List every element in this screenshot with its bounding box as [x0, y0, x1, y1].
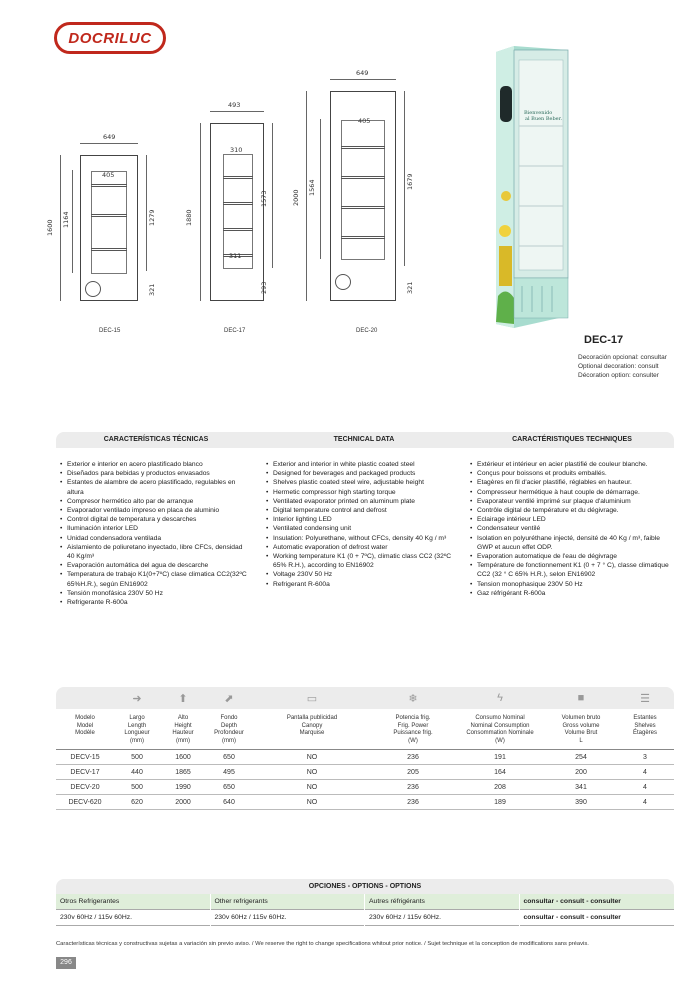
shelves-icon: ☰ — [640, 692, 650, 705]
spec-item: • Shelves plastic coated steel wire, adjustable height — [266, 478, 462, 487]
height-arrow-icon: ⬆ — [178, 692, 188, 705]
specs-header-fr: CARACTÉRISTIQUES TECHNIQUES — [512, 436, 632, 443]
product-note: Decoración opcional: consultar — [578, 354, 667, 361]
table-cell: 650 — [223, 753, 235, 761]
table-cell: 620 — [131, 798, 143, 806]
product-notes — [578, 353, 667, 380]
dec20-base: 321 — [406, 281, 414, 294]
product-note: Décoration option: consulter — [578, 372, 659, 379]
spec-item: • Evaporation automatique de l'eau de dégivrage — [470, 552, 674, 561]
canopy-icon: ▭ — [306, 692, 318, 705]
dec17-base: 293 — [260, 281, 268, 294]
options-cell: Other refrigerants — [211, 894, 366, 910]
depth-arrow-icon: ⬈ — [224, 692, 234, 705]
table-cell: NO — [306, 783, 318, 791]
dec15-height: 1600 — [46, 219, 54, 236]
spec-item: • Compresseur hermétique à haut couple de démarrage. — [470, 488, 674, 497]
dec15-label: DEC-15 — [99, 328, 121, 334]
table-header-cell: Fondo Depth Profondeur (mm) — [214, 715, 244, 744]
dec17-right-height: 1573 — [260, 190, 268, 207]
options-header-row — [56, 894, 674, 910]
table-header-cell: Largo Length Longueur (mm) — [124, 715, 150, 744]
product-photo — [488, 46, 578, 332]
spec-item: • Working temperature K1 (0 + 7ºC), climatic class CC2 (32ºC 65% R.H.), according to EN16902 — [266, 552, 462, 570]
table-cell: 191 — [494, 753, 506, 761]
table-header-cell: Consumo Nominal Nominal Consumption Consommation Nominale (W) — [466, 715, 534, 744]
spec-item: • Température de fonctionnement K1 (0 + 7 ° C), classe climatique CC2 (32 ° C 65% H.R.), selon EN16902 — [470, 561, 674, 579]
table-cell: 1600 — [175, 753, 191, 761]
spec-item: • Conçus pour boissons et produits emballés. — [470, 469, 674, 478]
length-arrow-icon: ➜ — [132, 692, 142, 705]
specs-col-fr — [470, 460, 674, 598]
specs-section — [56, 432, 674, 632]
spec-item: • Refrigerante R-600a — [60, 598, 250, 607]
table-cell: 4 — [643, 798, 647, 806]
table-cell: 4 — [643, 768, 647, 776]
table-header-cell: Volumen bruto Gross volume Volume Brut L — [561, 715, 601, 744]
table-cell: 3 — [643, 753, 647, 761]
table-header-cell: Alto Height Hauteur (mm) — [172, 715, 194, 744]
spec-item: • Aislamiento de poliuretano inyectado, libre CFCs, densidad 40 Kg/m³ — [60, 543, 250, 561]
spec-item: • Evaporateur ventilé imprimé sur plaque d'aluminium — [470, 497, 674, 506]
spec-item: • Gaz réfrigérant R-600a — [470, 589, 674, 598]
table-row — [56, 765, 674, 780]
table-cell: 164 — [494, 768, 506, 776]
table-cell: NO — [306, 798, 318, 806]
table-cell: 205 — [407, 768, 419, 776]
options-cell: Autres réfrigérants — [365, 894, 520, 910]
spec-item: • Extérieur et intérieur en acier plastifié de couleur blanche. — [470, 460, 674, 469]
specs-header-es: CARACTERÍSTICAS TÉCNICAS — [103, 436, 209, 443]
table-cell: 495 — [223, 768, 235, 776]
table-cell: 440 — [131, 768, 143, 776]
dec15-width: 649 — [103, 133, 116, 141]
dec17-label: DEC-17 — [224, 328, 246, 334]
spec-item: • Temperatura de trabajo K1(0+7ºC) clase climatica CC2(32ºC 65%H.R.), según EN16902 — [60, 570, 250, 588]
spec-item: • Evaporación automática del agua de descarche — [60, 561, 250, 570]
spec-item: • Exterior and interior in white plastic coated steel — [266, 460, 462, 469]
dec15-inner-width: 405 — [102, 171, 115, 179]
table-cell: 236 — [407, 798, 419, 806]
spec-item: • Insulation: Polyurethane, without CFCs, density 40 Kg / m³ — [266, 534, 462, 543]
dec17-width: 493 — [228, 101, 241, 109]
table-cell: 390 — [575, 798, 587, 806]
table-cell: NO — [306, 768, 318, 776]
spec-item: • Etagères en fil d'acier plastifié, réglables en hauteur. — [470, 478, 674, 487]
table-row — [56, 750, 674, 765]
table-cell: 254 — [575, 753, 587, 761]
specs-header-en: TECHNICAL DATA — [333, 436, 395, 443]
snowflake-icon: ❄ — [408, 692, 418, 705]
dec15-base: 321 — [148, 283, 156, 296]
dec15-right-height: 1279 — [148, 209, 156, 226]
spec-item: • Tensión monofásica 230V 50 Hz — [60, 589, 250, 598]
product-note: Optional decoration: consult — [578, 363, 659, 370]
product-title: DEC-17 — [584, 334, 624, 346]
table-cell: 1990 — [175, 783, 191, 791]
specs-col-es — [60, 460, 250, 607]
plug-icon: ϟ — [497, 692, 503, 704]
table-header-cell: Estantes Shelves Étagères — [632, 715, 657, 736]
table-header — [56, 709, 674, 750]
spec-item: • Hermetic compressor high starting torque — [266, 488, 462, 497]
table-cell: NO — [306, 753, 318, 761]
dec15-inner-height: 1164 — [62, 211, 70, 228]
table-cell: 640 — [223, 798, 235, 806]
spec-item: • Eclairage intérieur LED — [470, 515, 674, 524]
spec-item: • Unidad condensadora ventilada — [60, 534, 250, 543]
options-cell: consultar - consult - consulter — [523, 913, 621, 921]
options-section — [56, 879, 674, 926]
table-cell: 650 — [223, 783, 235, 791]
options-row — [56, 910, 674, 926]
spec-item: • Designed for beverages and packaged products — [266, 469, 462, 478]
options-cell: 230v 60Hz / 115v 60Hz. — [365, 910, 520, 926]
dec20-inner-height: 1564 — [308, 179, 316, 196]
table-cell: 236 — [407, 783, 419, 791]
table-body — [56, 750, 674, 810]
dec17-height: 1880 — [185, 209, 193, 226]
table-header-cell: Modelo Model Modèle — [75, 715, 95, 736]
spec-item: • Iluminación interior LED — [60, 524, 250, 533]
spec-item: • Evaporador ventilado impreso en placa de aluminio — [60, 506, 250, 515]
table-cell: DECV-17 — [70, 768, 100, 776]
table-cell: DECV-15 — [70, 753, 100, 761]
dec17-base-width: 311 — [229, 252, 242, 260]
spec-item: • Condensateur ventilé — [470, 524, 674, 533]
table-cell: 200 — [575, 768, 587, 776]
table-header-cell: Potencia frig. Frig. Power Puissance frig. (W) — [393, 715, 433, 744]
spec-item: • Contrôle digital de température et du dégivrage. — [470, 506, 674, 515]
dec20-label: DEC-20 — [356, 328, 378, 334]
spec-item: • Exterior e interior en acero plastificado blanco — [60, 460, 250, 469]
spec-item: • Diseñados para bebidas y productos envasados — [60, 469, 250, 478]
options-cell: 230v 60Hz / 115v 60Hz. — [56, 910, 211, 926]
table-cell: DECV-620 — [68, 798, 102, 806]
table-cell: DECV-20 — [70, 783, 100, 791]
table-cell: 1865 — [175, 768, 191, 776]
spec-item: • Ventilated condensing unit — [266, 524, 462, 533]
spec-item: • Isolation en polyuréthane injecté, densité de 40 Kg / m³, faible GWP et aucun effet ODP. — [470, 534, 674, 552]
cube-icon: ■ — [577, 692, 585, 704]
spec-item: • Digital temperature control and defrost — [266, 506, 462, 515]
page-number: 296 — [56, 957, 76, 969]
options-cell: consultar - consult - consulter — [523, 897, 621, 905]
spec-item: • Refrigerant R-600a — [266, 580, 462, 589]
table-cell: 4 — [643, 783, 647, 791]
spec-item: • Ventilated evaporator printed on aluminum plate — [266, 497, 462, 506]
table-cell: 2000 — [175, 798, 191, 806]
options-cell: Otros Refrigerantes — [56, 894, 211, 910]
specs-header — [56, 432, 674, 448]
table-cell: 189 — [494, 798, 506, 806]
dec20-height: 2000 — [292, 189, 300, 206]
disclaimer: Características técnicas y constructivas sujetas a variación sin previo aviso. / We reserve the right to change specifications whitout prior notice. / Sujet technique et la conception de modifications sans préavis. — [56, 941, 589, 947]
dec20-right-height: 1679 — [406, 173, 414, 190]
spec-item: • Compresor hermético alto par de arranque — [60, 497, 250, 506]
table-cell: 341 — [575, 783, 587, 791]
spec-item: • Automatic evaporation of defrost water — [266, 543, 462, 552]
dec17-inner-width: 310 — [230, 146, 243, 154]
svg-text:Bienvenido: Bienvenido — [524, 110, 553, 116]
specs-col-en — [266, 460, 462, 589]
table-row — [56, 780, 674, 795]
table-header-cell: Pantalla publicidad Canopy Marquise — [286, 715, 338, 736]
brand-logo-text: DOCRILUC — [68, 29, 152, 47]
table-row — [56, 795, 674, 810]
options-cell: 230v 60Hz / 115v 60Hz. — [211, 910, 366, 926]
spec-item: • Tension monophasique 230V 50 Hz — [470, 580, 674, 589]
dec20-width: 649 — [356, 69, 369, 77]
table-cell: 500 — [131, 753, 143, 761]
table-icons-row — [56, 687, 674, 709]
spec-item: • Voltage 230V 50 Hz — [266, 570, 462, 579]
table-cell: 236 — [407, 753, 419, 761]
models-table — [56, 687, 674, 810]
options-title: OPCIONES - OPTIONS - OPTIONS — [56, 879, 674, 894]
dec20-inner-width: 405 — [358, 117, 371, 125]
spec-item: • Interior lighting LED — [266, 515, 462, 524]
spec-item: • Control digital de temperatura y descarches — [60, 515, 250, 524]
table-cell: 500 — [131, 783, 143, 791]
svg-text:al Buen Beber.: al Buen Beber. — [525, 116, 563, 122]
table-cell: 208 — [494, 783, 506, 791]
brand-logo — [54, 22, 166, 54]
spec-item: • Estantes de alambre de acero plastificado, regulables en altura — [60, 478, 250, 496]
